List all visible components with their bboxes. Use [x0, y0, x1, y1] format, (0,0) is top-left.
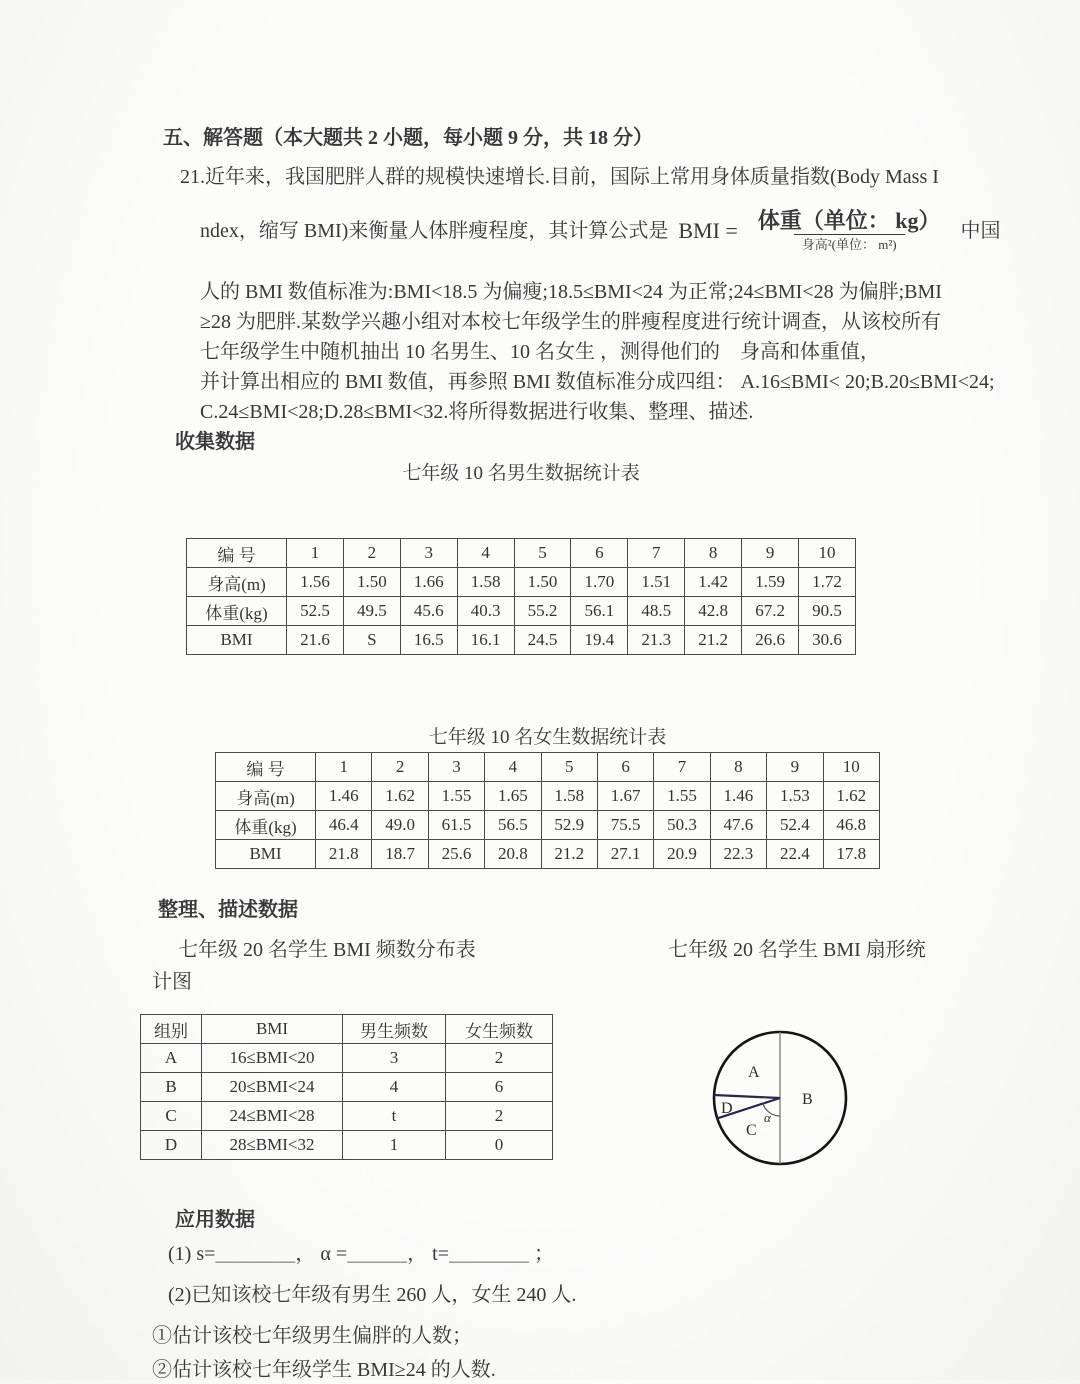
problem-line-5: 七年级学生中随机抽出 10 名男生、10 名女生 ，测得他们的 身高和体重值，	[200, 341, 880, 363]
table-cell: BMI	[202, 1015, 343, 1044]
table-cell: 1.70	[571, 568, 628, 597]
table-cell: D	[141, 1131, 202, 1160]
table-cell: 45.6	[400, 597, 457, 626]
problem-line-2	[200, 194, 1001, 268]
table-cell: 42.8	[685, 597, 742, 626]
problem-line-7: C.24≤BMI<28;D.28≤BMI<32.将所得数据进行收集、整理、描述.	[200, 401, 754, 423]
table-row	[216, 753, 880, 782]
table-cell: 10	[823, 753, 879, 782]
table-cell: 4	[457, 539, 514, 568]
pie-sector-line-ad	[714, 1095, 780, 1098]
table-cell: 46.8	[823, 811, 879, 840]
table-cell: 16≤BMI<20	[202, 1044, 343, 1073]
pie-label-c: C	[746, 1122, 757, 1139]
table-cell: 67.2	[742, 597, 799, 626]
table-cell: 1.56	[287, 568, 344, 597]
table-cell: 55.2	[514, 597, 571, 626]
table-cell: 1	[287, 539, 344, 568]
table-cell: 49.0	[372, 811, 428, 840]
apply-data-heading: 应用数据	[175, 1209, 255, 1231]
table-cell: C	[141, 1102, 202, 1131]
table-cell: 1.50	[343, 568, 400, 597]
table-cell: 7	[628, 539, 685, 568]
table-cell: 男生频数	[343, 1015, 446, 1044]
table-cell: 21.2	[541, 840, 597, 869]
table-row	[141, 1073, 553, 1102]
table-cell: 1.66	[400, 568, 457, 597]
table-cell: 6	[446, 1073, 553, 1102]
table-cell: 4	[343, 1073, 446, 1102]
table-cell: 18.7	[372, 840, 428, 869]
table-cell: 1.62	[823, 782, 879, 811]
table-cell: 46.4	[316, 811, 372, 840]
girls-table-title: 七年级 10 名女生数据统计表	[428, 727, 667, 748]
table-cell: 1	[316, 753, 372, 782]
formula-lhs: BMI =	[678, 218, 738, 243]
table-cell: 身高(m)	[187, 568, 287, 597]
table-cell: 5	[514, 539, 571, 568]
girls-data-table	[215, 752, 880, 869]
table-cell: 52.5	[287, 597, 344, 626]
table-cell: 26.6	[742, 626, 799, 655]
table-cell: 2	[446, 1102, 553, 1131]
bmi-frequency-table	[140, 1014, 532, 1160]
table-cell: 16.1	[457, 626, 514, 655]
table-row	[141, 1015, 553, 1044]
pie-label-alpha: α	[764, 1110, 771, 1125]
table-cell: 1.46	[316, 782, 372, 811]
table-cell: 20≤BMI<24	[202, 1073, 343, 1102]
table-cell: 30.6	[799, 626, 856, 655]
table-cell: 28≤BMI<32	[202, 1131, 343, 1160]
table-cell: 9	[767, 753, 823, 782]
pie-label-b: B	[802, 1091, 813, 1108]
table-cell: 3	[343, 1044, 446, 1073]
question-2: (2)已知该校七年级有男生 260 人，女生 240 人.	[168, 1284, 577, 1306]
table-cell: 8	[710, 753, 766, 782]
table-cell: 6	[571, 539, 628, 568]
pie-chart-title-line1: 七年级 20 名学生 BMI 扇形统	[668, 939, 926, 961]
table-cell: 7	[654, 753, 710, 782]
table-cell: 1.50	[514, 568, 571, 597]
frequency-table-title: 七年级 20 名学生 BMI 频数分布表	[178, 939, 476, 961]
table-cell: 25.6	[428, 840, 484, 869]
table-cell: 1.58	[541, 782, 597, 811]
table-cell: 1.58	[457, 568, 514, 597]
pie-chart-title-line2: 计图	[152, 971, 192, 993]
table-cell: 0	[446, 1131, 553, 1160]
table-row	[141, 1102, 553, 1131]
table-cell: 编 号	[216, 753, 316, 782]
table-cell: 1.59	[742, 568, 799, 597]
table-cell: 16.5	[400, 626, 457, 655]
table-cell: 1.72	[799, 568, 856, 597]
table-cell: 2	[372, 753, 428, 782]
table-row	[216, 811, 880, 840]
table-cell: 1.55	[654, 782, 710, 811]
table-cell: B	[141, 1073, 202, 1102]
table-cell: 10	[799, 539, 856, 568]
table-cell: 49.5	[343, 597, 400, 626]
bmi-formula-fraction	[752, 208, 947, 254]
table-cell: 1.65	[485, 782, 541, 811]
boys-table-title: 七年级 10 名男生数据统计表	[402, 463, 640, 484]
table-cell: 20.8	[485, 840, 541, 869]
organize-data-heading: 整理、描述数据	[158, 899, 298, 921]
table-row	[141, 1044, 553, 1073]
table-cell: 27.1	[597, 840, 653, 869]
table-row	[187, 597, 856, 626]
table-cell: 48.5	[628, 597, 685, 626]
pie-chart-svg	[704, 1022, 856, 1174]
table-cell: 52.9	[541, 811, 597, 840]
table-cell: 2	[343, 539, 400, 568]
table-cell: 1.51	[628, 568, 685, 597]
table-cell: 22.3	[710, 840, 766, 869]
table-cell: 9	[742, 539, 799, 568]
table-cell: 24≤BMI<28	[202, 1102, 343, 1131]
formula-suffix: 中国	[960, 220, 1001, 242]
table-cell: 52.4	[767, 811, 823, 840]
table-cell: 61.5	[428, 811, 484, 840]
section-heading: 五、解答题（本大题共 2 小题，每小题 9 分，共 18 分）	[163, 127, 653, 149]
table-cell: 1.42	[685, 568, 742, 597]
table-cell: 1.62	[372, 782, 428, 811]
table-cell: A	[141, 1044, 202, 1073]
table-cell: 1.67	[597, 782, 653, 811]
table-cell: 90.5	[799, 597, 856, 626]
table-row	[187, 568, 856, 597]
problem-line-3: 人的 BMI 数值标准为:BMI<18.5 为偏瘦;18.5≤BMI<24 为正常;24≤BMI<28 为偏胖;BMI	[200, 281, 942, 303]
table-cell: 1.55	[428, 782, 484, 811]
table-cell: 21.3	[628, 626, 685, 655]
table-cell: 体重(kg)	[216, 811, 316, 840]
table-cell: 47.6	[710, 811, 766, 840]
table-cell: t	[343, 1102, 446, 1131]
table-cell: 75.5	[597, 811, 653, 840]
table-cell: 24.5	[514, 626, 571, 655]
table-cell: 22.4	[767, 840, 823, 869]
table-cell: 1	[343, 1131, 446, 1160]
problem-line-6: 并计算出相应的 BMI 数值，再参照 BMI 数值标准分成四组： A.16≤BMI< 20;B.20≤BMI<24;	[200, 371, 995, 393]
table-cell: 20.9	[654, 840, 710, 869]
pie-label-d: D	[721, 1100, 733, 1117]
bmi-pie-chart	[704, 1022, 856, 1174]
table-cell: 1.53	[767, 782, 823, 811]
table-cell: 组别	[141, 1015, 202, 1044]
table-cell: 56.1	[571, 597, 628, 626]
table-cell: 17.8	[823, 840, 879, 869]
table-cell: 3	[428, 753, 484, 782]
question-2-sub1: ①估计该校七年级男生偏胖的人数；	[152, 1325, 472, 1347]
table-cell: 3	[400, 539, 457, 568]
table-cell: 编 号	[187, 539, 287, 568]
table-cell: BMI	[187, 626, 287, 655]
table-cell: 身高(m)	[216, 782, 316, 811]
question-2-sub2: ②估计该校七年级学生 BMI≥24 的人数.	[152, 1359, 496, 1381]
table-cell: 56.5	[485, 811, 541, 840]
table-cell: 体重(kg)	[187, 597, 287, 626]
formula-numerator: 体重（单位： kg）	[757, 208, 941, 233]
table-row	[216, 782, 880, 811]
table-cell: 2	[446, 1044, 553, 1073]
table-cell: 21.8	[316, 840, 372, 869]
collect-data-heading: 收集数据	[175, 431, 255, 453]
question-1: (1) s=＿＿＿＿， α =＿＿＿， t=＿＿＿＿ ；	[168, 1243, 554, 1265]
table-cell: 6	[597, 753, 653, 782]
table-cell: 1.46	[710, 782, 766, 811]
table-cell: BMI	[216, 840, 316, 869]
table-cell: 4	[485, 753, 541, 782]
problem-line-1: 21.近年来，我国肥胖人群的规模快速增长.目前，国际上常用身体质量指数(Body Mass I	[180, 166, 939, 188]
table-cell: 50.3	[654, 811, 710, 840]
table-cell: 40.3	[457, 597, 514, 626]
table-cell: 5	[541, 753, 597, 782]
problem-line-4: ≥28 为肥胖.某数学兴趣小组对本校七年级学生的胖瘦程度进行统计调查，从该校所有	[200, 311, 941, 333]
formula-denominator: 身高²(单位： m²)	[794, 234, 905, 254]
table-cell: 19.4	[571, 626, 628, 655]
table-row	[187, 626, 856, 655]
table-cell: S	[343, 626, 400, 655]
table-row	[216, 840, 880, 869]
pie-label-a: A	[748, 1064, 760, 1081]
table-cell: 女生频数	[446, 1015, 553, 1044]
boys-data-table	[186, 538, 856, 655]
table-cell: 21.6	[287, 626, 344, 655]
table-cell: 21.2	[685, 626, 742, 655]
formula-prefix: ndex，缩写 BMI)来衡量人体胖瘦程度，其计算公式是	[200, 220, 669, 242]
table-row	[141, 1131, 553, 1160]
table-cell: 8	[685, 539, 742, 568]
table-row	[187, 539, 856, 568]
